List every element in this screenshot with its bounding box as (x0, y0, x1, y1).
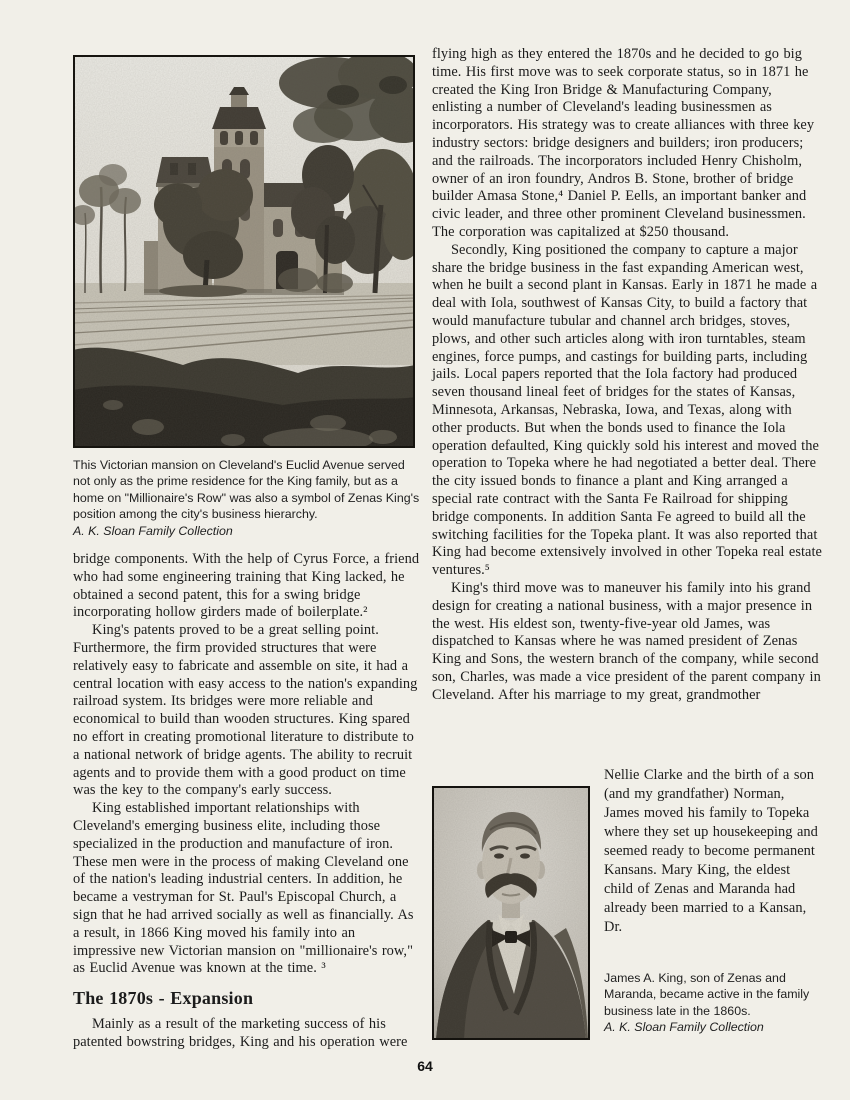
mansion-caption (73, 457, 421, 539)
portrait-caption (604, 970, 818, 1036)
right-column (432, 46, 823, 704)
left-column (73, 551, 422, 1052)
mansion-caption-text: This Victorian mansion on Cleveland's Euclid Avenue served not only as the prime residence for the King family, but as a home on "Millionaire's Row" was also a symbol of Zenas King's position among the city's business hierarchy. (73, 458, 420, 522)
mansion-photo (73, 55, 415, 448)
portrait-caption-credit: A. K. Sloan Family Collection (604, 1020, 764, 1035)
section-heading-1870s-expansion: The 1870s - Expansion (73, 988, 254, 1009)
portrait-caption-text: James A. King, son of Zenas and Maranda, became active in the family business late in the 1860s. (604, 971, 810, 1018)
paragraph-bridge-components: bridge components. With the help of Cyrus Force, a friend who had some engineering training that King lacked, he obtained a second patent, this for a swing bridge incorporating hollow girders made of boilerplate.² (73, 551, 420, 621)
portrait-photo (432, 786, 590, 1040)
mansion-caption-credit: A. K. Sloan Family Collection (73, 523, 233, 538)
portrait-photo-image (432, 786, 590, 1040)
paragraph-third-move: King's third move was to maneuver his family into his grand design for creating a national business, with a major presence in the west. His eldest son, twenty-five-year old James, was dispatched to Kansas where he was named president of Zenas King and Sons, the western branch of the company, while second son, Charles, was made a vice president of the parent company in Cleveland. After his marriage to my great, grandmother (432, 579, 821, 703)
paragraph-marketing-success: Mainly as a result of the marketing success of his patented bowstring bridges, King and his operation were (73, 1015, 408, 1050)
paragraph-secondly: Secondly, King positioned the company to capture a major share the bridge business in the fast expanding American west, when he built a second plant in Kansas. Early in 1871 he made a deal with Iola, southwest of Kansas City, to build a factory that would manufacture tubular and channel arch bridges, stoves, plows, and other such articles along with iron turntables, steam engines, force pumps, and castings for building parts, including jails. Local papers reported that the Iola factory had produced seven thousand lineal feet of bridges for the states of Kansas, Minnesota, Arkansas, Nebraska, Iowa, and Texas, along with other products. But when the bonds used to finance the Iola operation defaulted, King quickly sold his interest and moved the operation to Topeka where he had negotiated a better deal. There the city issued bonds to finance a plant and King arranged a special rate contract with the Santa Fe Railroad for shipping bridge components. In addition Santa Fe agreed to build all the switching facilities for the Topeka plant. It was also reported that King had become extensively involved in other Topeka real estate ventures.⁵ (432, 241, 822, 579)
page-number: 64 (417, 1058, 433, 1074)
wrapped-text-beside-portrait: Nellie Clarke and the birth of a son (and my grandfather) Norman, James moved his family to Topeka where they set up housekeeping and seemed ready to become permanent Kansans. Mary King, the eldest child of Zenas and Maranda had already been married to a Kansan, Dr. (604, 767, 818, 935)
mansion-photo-image (73, 55, 415, 448)
paragraph-kings-patents: King's patents proved to be a great selling point. Furthermore, the firm provided structures that were relatively easy to fabricate and assemble on site, it had a central location with easy access to the nation's expanding railroad system. Its bridges were more reliable and economical to build than wooden structures. King spared no effort in creating promotional literature to distribute to a national network of bridge agents. The ability to recruit agents and to provide them with a good product on time was the key to the company's early success. (73, 622, 418, 799)
paragraph-flying-high: flying high as they entered the 1870s and he decided to go big time. His first move was to seek corporate status, so in 1871 he created the King Iron Bridge & Manufacturing Company, enlisting a number of Cleveland's leading businessmen as incorporators. His strategy was to create alliances with three key industry sectors: bridge designers and builders; iron producers; and the railroads. The incorporators included Henry Chisholm, owner of an iron foundry, Andros B. Stone, brother of bridge builder Amasa Stone,⁴ Daniel P. Eells, an important banker and civic leader, and three other prominent Cleveland businessmen. The corporation was capitalized at $250 thousand. (432, 46, 815, 240)
paragraph-relationships: King established important relationships with Cleveland's emerging business elite, including those specialized in the production and manufacture of iron. These men were in the process of making Cleveland one of the nation's leading industrial centers. In addition, he became a vestryman for St. Paul's Episcopal Church, a sign that he had arrived socially as well as financially. As a result, in 1866 King moved his family into an impressive new Victorian mansion on "millionaire's row," as Euclid Avenue was known at the time. ³ (73, 800, 414, 977)
